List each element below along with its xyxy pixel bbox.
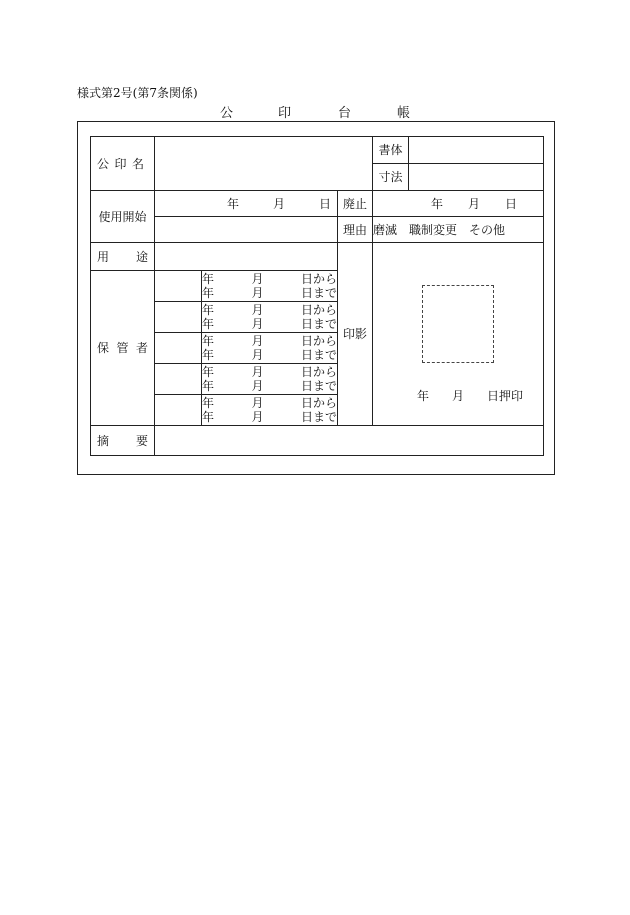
title-char-3: 台 <box>338 106 352 121</box>
start-use-note[interactable] <box>155 217 338 243</box>
imprint-stamp-box[interactable] <box>422 285 494 363</box>
imprint-date: 年 月 日押印 <box>417 389 523 403</box>
custodian-name-1[interactable] <box>155 271 202 302</box>
font-style-value[interactable] <box>409 137 544 164</box>
usage-value[interactable] <box>155 243 338 271</box>
seal-register-form <box>90 136 544 456</box>
size-label: 寸法 <box>373 164 409 191</box>
reason-options[interactable]: 磨滅 職制変更 その他 <box>373 217 544 243</box>
form-caption: 様式第2号(第7条関係) <box>77 86 198 100</box>
abolish-date[interactable]: 年 月 日 <box>373 191 544 217</box>
reason-label: 理由 <box>338 217 373 243</box>
custodian-period-2[interactable]: 年 月 日から 年 月 日まで <box>202 303 337 331</box>
start-use-label: 使用開始 <box>91 191 155 243</box>
custodian-label: 保 管 者 <box>91 271 155 426</box>
seal-name-value[interactable] <box>155 137 373 191</box>
custodian-name-2[interactable] <box>155 302 202 333</box>
custodian-name-5[interactable] <box>155 395 202 426</box>
summary-value[interactable] <box>155 426 544 456</box>
size-value[interactable] <box>409 164 544 191</box>
imprint-label: 印影 <box>338 243 373 426</box>
summary-label: 摘 要 <box>91 426 155 456</box>
custodian-name-3[interactable] <box>155 333 202 364</box>
abolish-label: 廃止 <box>338 191 373 217</box>
title-char-4: 帳 <box>397 106 411 121</box>
imprint-area[interactable] <box>373 243 544 426</box>
title-char-2: 印 <box>278 106 292 121</box>
custodian-period-1[interactable]: 年 月 日から 年 月 日まで <box>202 272 337 300</box>
usage-label: 用 途 <box>91 243 155 271</box>
seal-name-label: 公 印 名 <box>91 137 155 191</box>
custodian-name-4[interactable] <box>155 364 202 395</box>
custodian-period-3[interactable]: 年 月 日から 年 月 日まで <box>202 334 337 362</box>
register-table <box>90 136 544 456</box>
start-use-date[interactable]: 年 月 日 <box>155 191 338 217</box>
custodian-period-4[interactable]: 年 月 日から 年 月 日まで <box>202 365 337 393</box>
title-char-1: 公 <box>220 106 234 121</box>
font-style-label: 書体 <box>373 137 409 164</box>
custodian-period-5[interactable]: 年 月 日から 年 月 日まで <box>202 396 337 424</box>
